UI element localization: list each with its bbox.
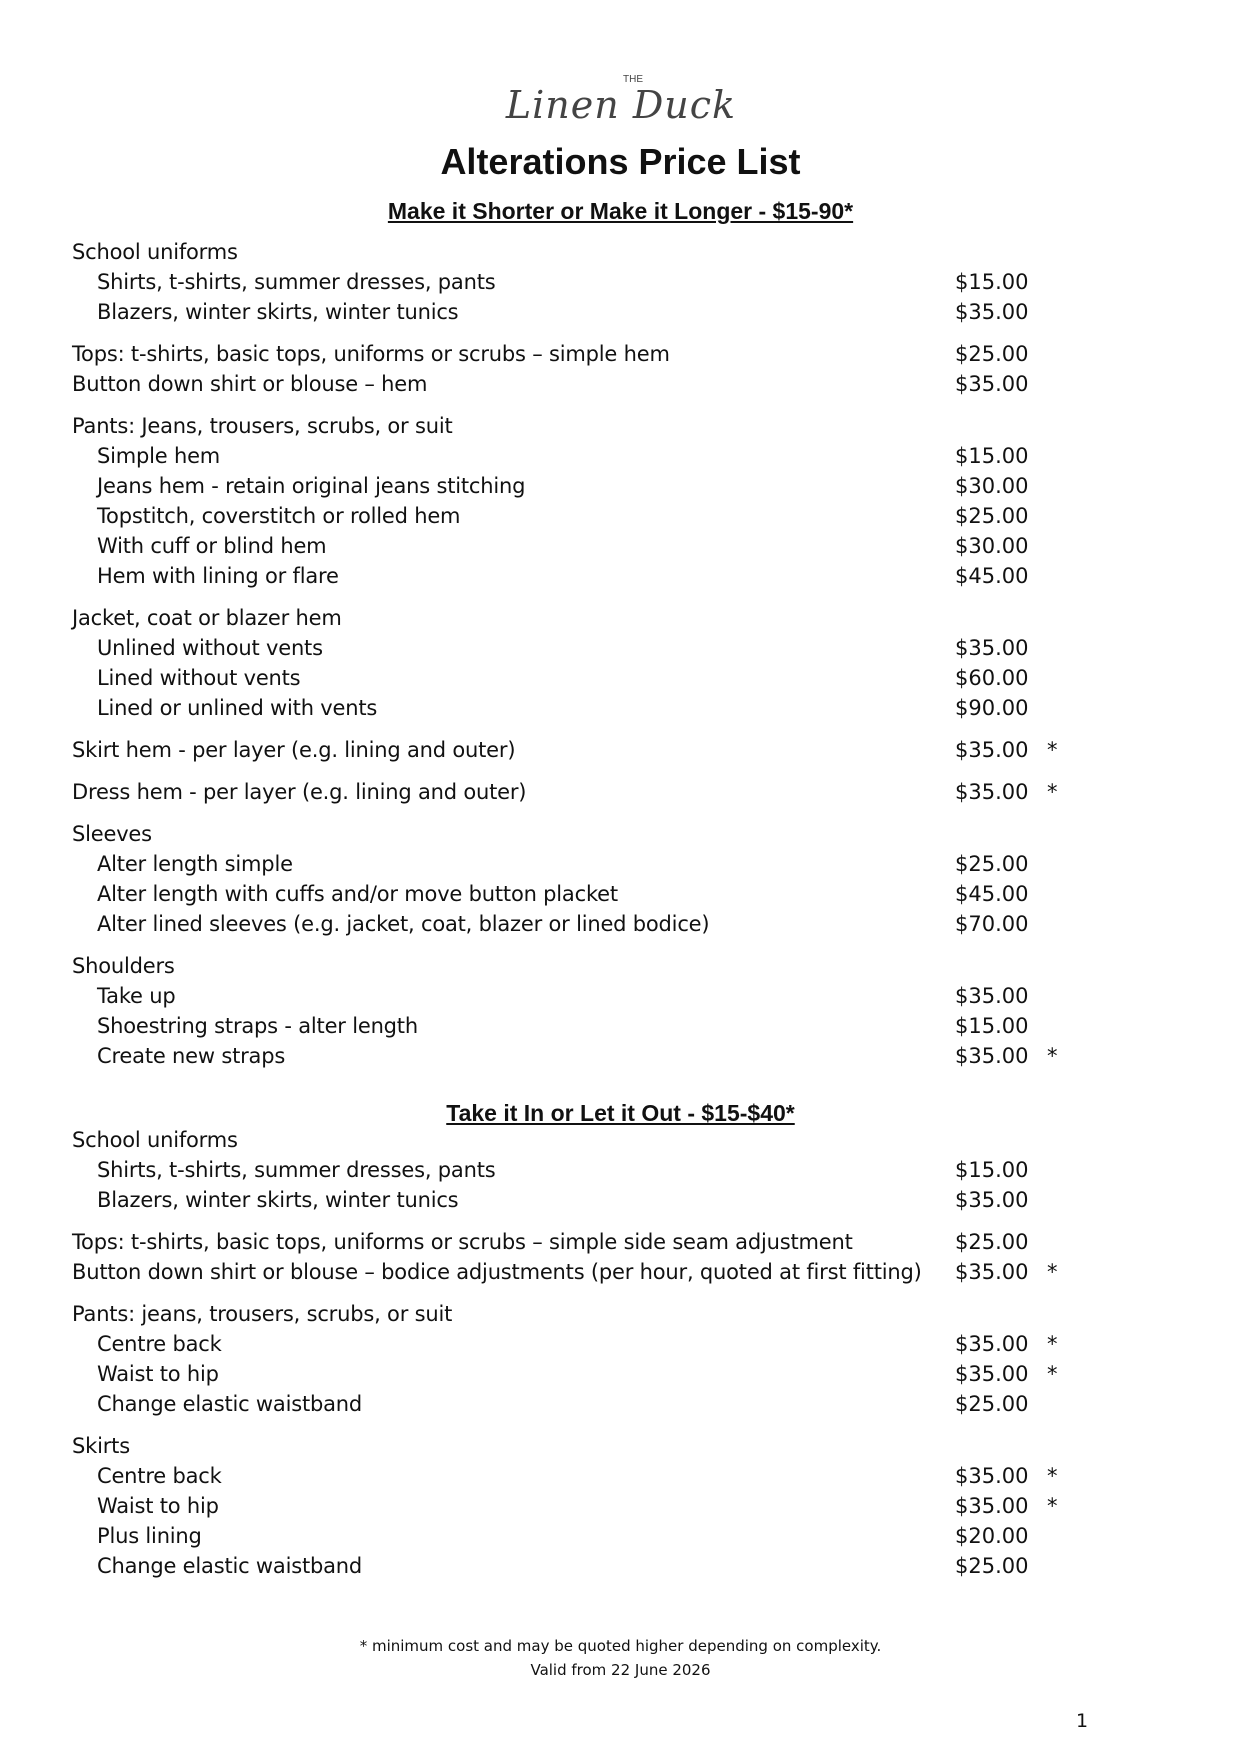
price-row [0,1329,1241,1359]
item-label: Unlined without vents [97,636,323,660]
item-label: Simple hem [97,444,221,468]
price-row [0,735,1241,765]
item-label: Waist to hip [97,1362,219,1386]
item-price: $90.00 [955,696,1029,720]
minimum-cost-asterisk: * [1047,1044,1058,1068]
minimum-cost-asterisk: * [1047,1332,1058,1356]
item-label: Change elastic waistband [97,1554,363,1578]
category-heading [0,411,1241,441]
item-price: $35.00 [955,1188,1029,1212]
price-row [0,267,1241,297]
price-row [0,1257,1241,1287]
price-row [0,1389,1241,1419]
item-price: $15.00 [955,1014,1029,1038]
price-row [0,441,1241,471]
minimum-cost-asterisk: * [1047,1464,1058,1488]
item-label: Centre back [97,1464,222,1488]
price-row [0,1011,1241,1041]
price-row [0,633,1241,663]
item-price: $35.00 [955,1044,1029,1068]
minimum-cost-asterisk: * [1047,1362,1058,1386]
item-label: Jacket, coat or blazer hem [72,606,342,630]
item-price: $25.00 [955,504,1029,528]
item-label: Button down shirt or blouse – hem [72,372,428,396]
item-price: $35.00 [955,1260,1029,1284]
item-price: $70.00 [955,912,1029,936]
item-label: Change elastic waistband [97,1392,363,1416]
price-row [0,471,1241,501]
item-label: Button down shirt or blouse – bodice adjustments (per hour, quoted at first fitting) [72,1260,922,1284]
item-label: Pants: Jeans, trousers, scrubs, or suit [72,414,453,438]
category-heading [0,819,1241,849]
price-row [0,1155,1241,1185]
linen-duck-logo [0,68,1241,130]
item-label: Alter lined sleeves (e.g. jacket, coat, blazer or lined bodice) [97,912,710,936]
item-label: Skirt hem - per layer (e.g. lining and outer) [72,738,516,762]
price-row [0,1359,1241,1389]
price-row [0,777,1241,807]
item-price: $25.00 [955,1230,1029,1254]
price-row [0,1491,1241,1521]
item-price: $35.00 [955,300,1029,324]
minimum-cost-asterisk: * [1047,780,1058,804]
item-price: $25.00 [955,1554,1029,1578]
price-row [0,1521,1241,1551]
item-price: $35.00 [955,1494,1029,1518]
item-label: Shoulders [72,954,175,978]
item-label: Take up [97,984,176,1008]
item-price: $15.00 [955,444,1029,468]
item-price: $45.00 [955,564,1029,588]
item-label: Blazers, winter skirts, winter tunics [97,300,459,324]
item-label: Centre back [97,1332,222,1356]
price-row [0,1551,1241,1581]
price-row [0,693,1241,723]
item-label: Blazers, winter skirts, winter tunics [97,1188,459,1212]
category-heading [0,1125,1241,1155]
item-price: $20.00 [955,1524,1029,1548]
price-row [0,879,1241,909]
item-label: Hem with lining or flare [97,564,339,588]
logo-name: Linen Duck [505,83,736,127]
item-price: $35.00 [955,372,1029,396]
item-price: $15.00 [955,1158,1029,1182]
item-price: $35.00 [955,1362,1029,1386]
price-row [0,561,1241,591]
item-price: $30.00 [955,534,1029,558]
item-label: Shirts, t-shirts, summer dresses, pants [97,1158,496,1182]
item-label: Tops: t-shirts, basic tops, uniforms or scrubs – simple side seam adjustment [72,1230,853,1254]
item-label: School uniforms [72,1128,238,1152]
footnote-valid-from: Valid from 22 June 2026 [530,1661,711,1679]
item-label: Tops: t-shirts, basic tops, uniforms or scrubs – simple hem [72,342,670,366]
item-price: $35.00 [955,780,1029,804]
item-price: $35.00 [955,636,1029,660]
category-heading [0,1431,1241,1461]
item-label: Waist to hip [97,1494,219,1518]
item-price: $35.00 [955,738,1029,762]
price-row [0,1041,1241,1071]
item-price: $25.00 [955,852,1029,876]
logo-wordmark [501,68,741,130]
item-price: $35.00 [955,1332,1029,1356]
item-label: Create new straps [97,1044,286,1068]
item-label: School uniforms [72,240,238,264]
page-title: Alterations Price List [440,141,801,182]
price-row [0,531,1241,561]
item-price: $35.00 [955,984,1029,1008]
price-row [0,297,1241,327]
item-price: $60.00 [955,666,1029,690]
price-row [0,909,1241,939]
item-price: $25.00 [955,1392,1029,1416]
item-label: Plus lining [97,1524,202,1548]
price-row [0,981,1241,1011]
item-label: Jeans hem - retain original jeans stitching [97,474,526,498]
price-row [0,1227,1241,1257]
price-row [0,1461,1241,1491]
minimum-cost-asterisk: * [1047,738,1058,762]
item-label: Lined without vents [97,666,301,690]
minimum-cost-asterisk: * [1047,1494,1058,1518]
price-row [0,663,1241,693]
footnote-minimum-cost: * minimum cost and may be quoted higher depending on complexity. [359,1637,882,1655]
item-price: $30.00 [955,474,1029,498]
logo-prefix: THE [622,74,643,85]
price-row [0,339,1241,369]
section-heading: Make it Shorter or Make it Longer - $15-90* [387,198,854,224]
item-label: Lined or unlined with vents [97,696,378,720]
price-row [0,1185,1241,1215]
price-row [0,501,1241,531]
page-number: 1 [1076,1710,1089,1732]
item-label: Skirts [72,1434,130,1458]
item-price: $45.00 [955,882,1029,906]
item-label: Alter length with cuffs and/or move button placket [97,882,618,906]
item-label: Shirts, t-shirts, summer dresses, pants [97,270,496,294]
item-label: Topstitch, coverstitch or rolled hem [97,504,461,528]
item-label: Alter length simple [97,852,293,876]
item-price: $35.00 [955,1464,1029,1488]
item-price: $15.00 [955,270,1029,294]
category-heading [0,951,1241,981]
item-label: Dress hem - per layer (e.g. lining and outer) [72,780,527,804]
minimum-cost-asterisk: * [1047,1260,1058,1284]
item-label: Shoestring straps - alter length [97,1014,418,1038]
item-label: With cuff or blind hem [97,534,327,558]
category-heading [0,237,1241,267]
item-label: Sleeves [72,822,152,846]
item-label: Pants: jeans, trousers, scrubs, or suit [72,1302,453,1326]
price-row [0,849,1241,879]
section-heading: Take it In or Let it Out - $15-$40* [446,1100,795,1126]
category-heading [0,1299,1241,1329]
category-heading [0,603,1241,633]
item-price: $25.00 [955,342,1029,366]
price-row [0,369,1241,399]
